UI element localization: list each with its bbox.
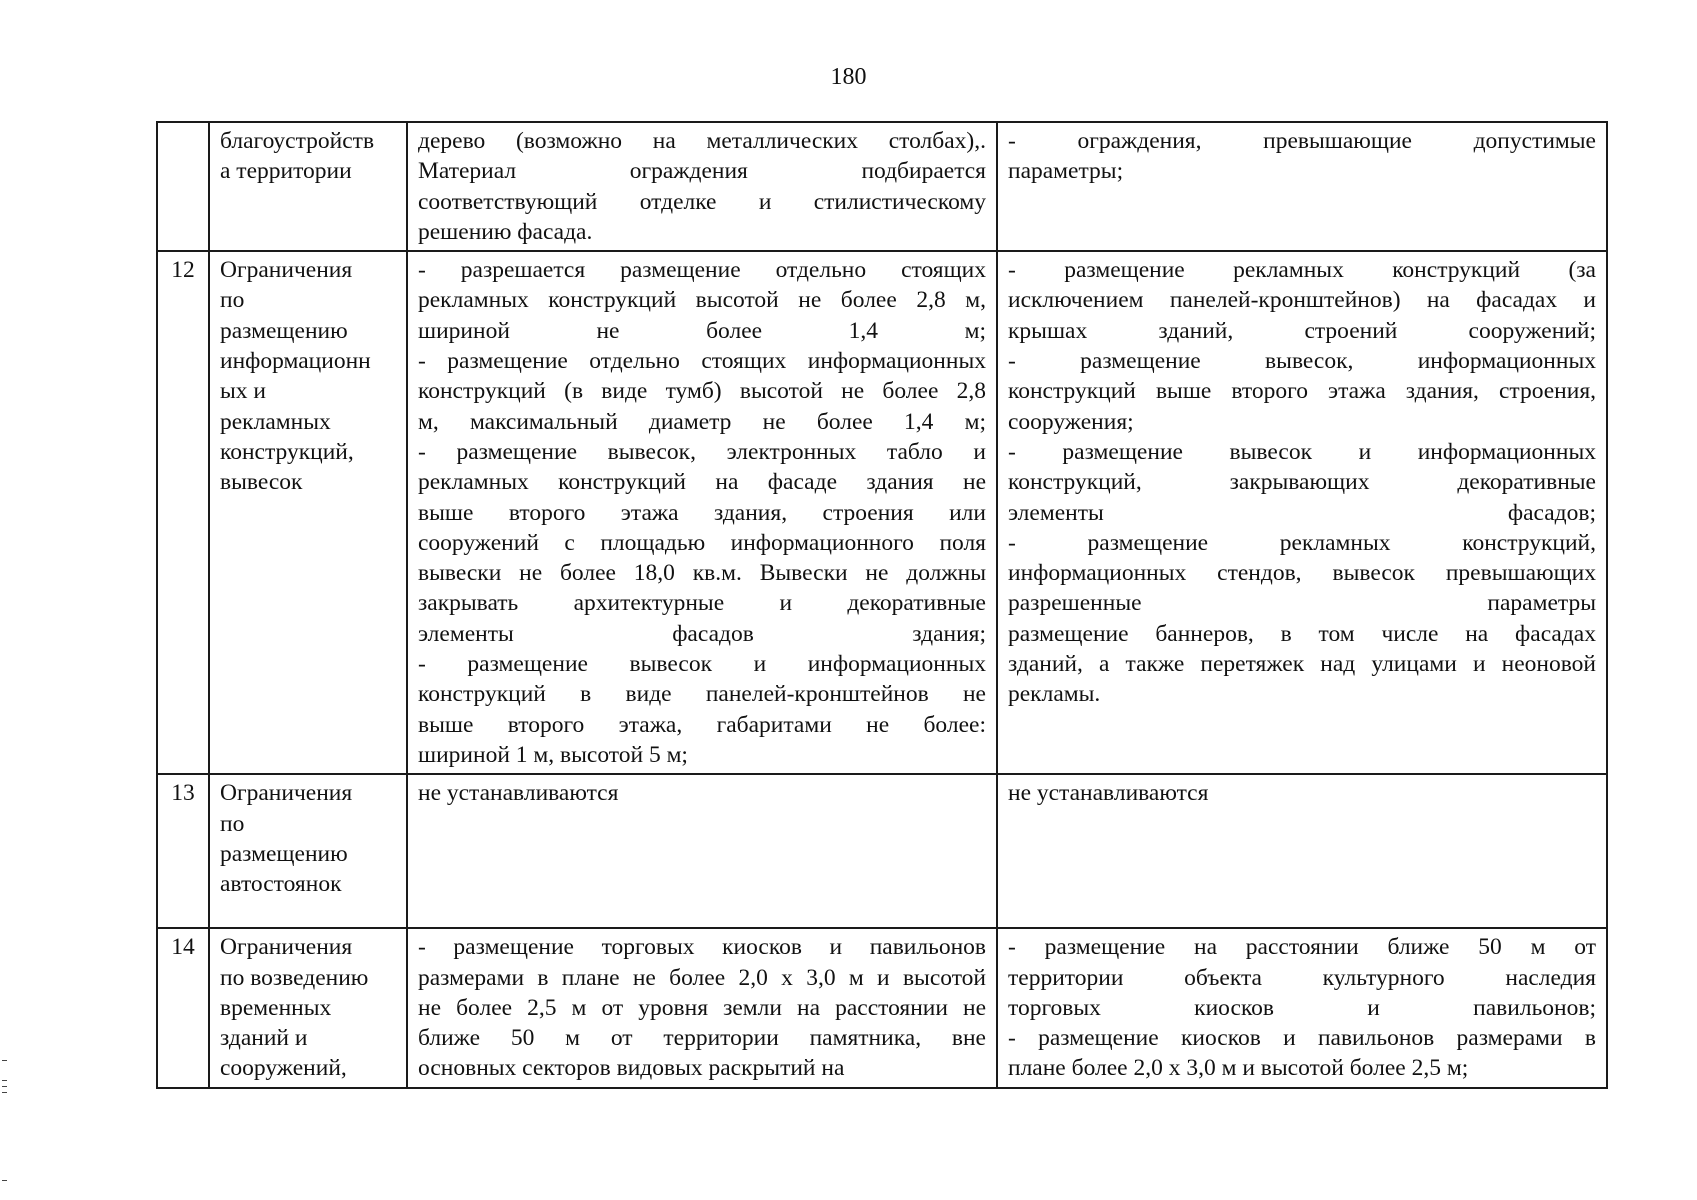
text-line: размещению (220, 840, 348, 867)
forbidden-cell (997, 928, 1607, 1087)
margin-mark (2, 1180, 7, 1181)
text-line: вывесок (220, 469, 303, 496)
text-line: основных секторов видовых раскрытий на (418, 1055, 845, 1082)
text-line: конструкций (в виде тумб) высотой не более 2,8 (418, 378, 986, 405)
text-line: временных (220, 994, 332, 1021)
text-line: не более 2,5 м от уровня земли на расстоянии не (418, 994, 986, 1021)
text-line: Ограничения (220, 934, 353, 961)
row-number: 14 (171, 934, 195, 961)
text-line: плане более 2,0 х 3,0 м и высотой более 2,5 м; (1008, 1055, 1469, 1082)
forbidden-cell (997, 774, 1607, 928)
text-line: по (220, 287, 245, 314)
text-line: - размещение рекламных конструкций, (1008, 529, 1596, 556)
text-line: - размещение вывесок и информационных (1008, 438, 1596, 465)
text-line: конструкций, (220, 438, 354, 465)
text-line: информационных стендов, вывесок превышающих (1008, 560, 1596, 587)
allowed-cell (407, 774, 997, 928)
forbidden-cell (997, 251, 1607, 774)
restriction-name-cell (209, 774, 407, 928)
text-line: - разрешается размещение отдельно стоящих (418, 257, 986, 284)
page-number: 180 (830, 64, 867, 90)
text-line: автостоянок (220, 871, 342, 898)
text-line: выше второго этажа, габаритами не более: (418, 711, 986, 738)
text-line: зданий, а также перетяжек над улицами и неоновой (1008, 651, 1596, 678)
margin-mark (2, 1080, 7, 1081)
table-row (157, 774, 1607, 928)
text-line: территории объекта культурного наследия (1008, 964, 1596, 991)
text-line: крышах зданий, строений сооружений; (1008, 317, 1596, 344)
text-line: дерево (возможно на металлических столбах),. (418, 128, 986, 154)
margin-mark (2, 1060, 7, 1061)
text-line: - размещение киосков и павильонов размерами в (1008, 1025, 1596, 1052)
text-line: размещению (220, 317, 348, 344)
text-line: размерами в плане не более 2,0 х 3,0 м и высотой (418, 964, 986, 991)
text-line: - размещение на расстоянии ближе 50 м от (1008, 934, 1596, 961)
text-line: рекламных конструкций на фасаде здания не (418, 469, 986, 496)
text-line: м, максимальный диаметр не более 1,4 м; (418, 408, 986, 435)
text-line: решению фасада. (418, 218, 593, 245)
text-line: а территории (220, 158, 352, 185)
table-body (157, 122, 1607, 1088)
text-line: информационн (220, 348, 371, 375)
text-line: параметры; (1008, 158, 1124, 185)
text-line: - размещение вывесок, электронных табло и (418, 438, 986, 465)
restriction-name-cell (209, 251, 407, 774)
text-line: - размещение отдельно стоящих информационных (418, 348, 986, 375)
text-line: исключением панелей-кронштейнов) на фасадах и (1008, 287, 1596, 314)
row-number-cell (157, 774, 209, 928)
text-line: не устанавливаются (1008, 780, 1209, 807)
allowed-cell (407, 122, 997, 251)
text-line: по возведению (220, 964, 369, 991)
text-line: - размещение торговых киосков и павильонов (418, 934, 986, 961)
text-line: благоустройств (220, 128, 375, 154)
row-number: 12 (171, 257, 195, 284)
text-line: ых и (220, 378, 266, 405)
text-line: размещение баннеров, в том числе на фасадах (1008, 620, 1596, 647)
text-line: конструкций в виде панелей-кронштейнов не (418, 681, 986, 708)
text-line: Ограничения (220, 257, 353, 284)
row-number-cell (157, 928, 209, 1087)
table-row (157, 122, 1607, 251)
text-line: шириной 1 м, высотой 5 м; (418, 741, 688, 768)
allowed-cell (407, 928, 997, 1087)
text-line: соответствующий отделке и стилистическому (418, 188, 986, 215)
text-line: сооружений с площадью информационного поля (418, 529, 986, 556)
text-line: - размещение вывесок, информационных (1008, 348, 1596, 375)
text-line: по (220, 810, 245, 837)
text-line: рекламных (220, 408, 331, 435)
text-line: конструкций выше второго этажа здания, строения, (1008, 378, 1596, 405)
restriction-name-cell (209, 122, 407, 251)
text-line: закрывать архитектурные и декоративные (418, 590, 986, 617)
text-line: выше второго этажа здания, строения или (418, 499, 986, 526)
restriction-name-cell (209, 928, 407, 1087)
text-line: торговых киосков и павильонов; (1008, 994, 1596, 1021)
text-line: разрешенные параметры (1008, 590, 1596, 617)
row-number-cell (157, 122, 209, 251)
text-line: сооружений, (220, 1055, 347, 1082)
table-row (157, 251, 1607, 774)
text-line: Материал ограждения подбирается (418, 158, 986, 185)
text-line: элементы фасадов здания; (418, 620, 986, 647)
text-line: шириной не более 1,4 м; (418, 317, 986, 344)
table-row (157, 928, 1607, 1087)
margin-mark (2, 1092, 7, 1093)
text-line: элементы фасадов; (1008, 499, 1596, 526)
text-line: Ограничения (220, 780, 353, 807)
text-line: рекламных конструкций высотой не более 2,8 м, (418, 287, 986, 314)
text-line: вывески не более 18,0 кв.м. Вывески не должны (418, 560, 986, 587)
row-number: 13 (171, 780, 195, 807)
restrictions-table (156, 121, 1608, 1089)
text-line: сооружения; (1008, 408, 1134, 435)
text-line: ближе 50 м от территории памятника, вне (418, 1025, 986, 1052)
text-line: не устанавливаются (418, 780, 619, 807)
text-line: - размещение вывесок и информационных (418, 651, 986, 678)
allowed-cell (407, 251, 997, 774)
text-line: зданий и (220, 1025, 308, 1052)
margin-mark (2, 1086, 7, 1087)
text-line: - размещение рекламных конструкций (за (1008, 257, 1596, 284)
text-line: конструкций, закрывающих декоративные (1008, 469, 1596, 496)
row-number-cell (157, 251, 209, 774)
text-line: - ограждения, превышающие допустимые (1008, 128, 1596, 154)
forbidden-cell (997, 122, 1607, 251)
text-line: рекламы. (1008, 681, 1101, 708)
